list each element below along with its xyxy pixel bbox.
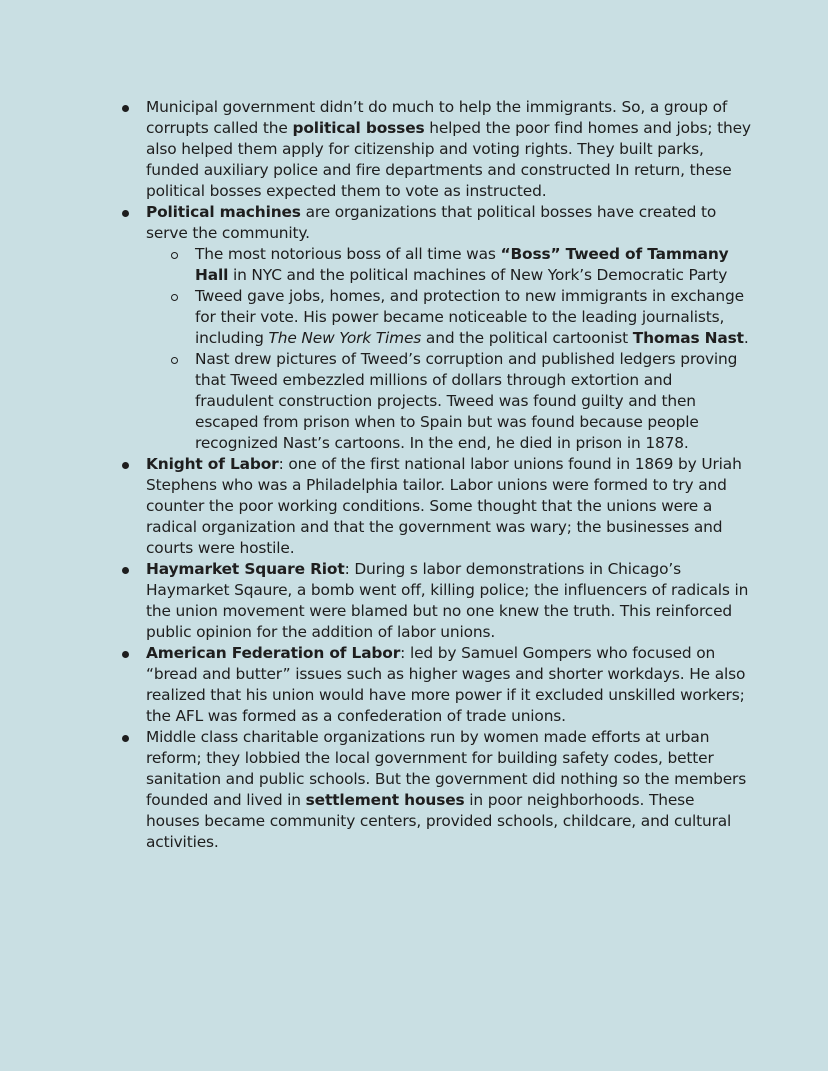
- publication-title: The New York Times: [268, 329, 422, 347]
- bullet-text: : one of the first national labor unions found in 1869 by Uriah Stephens who was a Philadelphia tailor. Labor unions were formed to try and counter the poor working conditions. Some thought that the unions were a radical organization and that the government was wary; the businesses and courts were hostile.: [146, 455, 742, 557]
- bullet-icon: [122, 210, 129, 217]
- bullet-municipal-government: [112, 97, 752, 202]
- hollow-bullet-icon: [171, 294, 178, 301]
- bullet-text: The most notorious boss of all time was: [195, 245, 501, 263]
- bullet-text: Nast drew pictures of Tweed’s corruption and published ledgers proving that Tweed embezzled millions of dollars through extortion and fraudulent construction projects. Tweed was found guilty and then escaped from prison when to Spain but was found because people recognized Nast’s cartoons. In the end, he died in prison in 1878.: [195, 350, 738, 452]
- bullet-text: Tweed gave jobs, homes, and protection to new immigrants in exchange for their vote. His power became noticeable to the leading journalists, including: [195, 287, 744, 347]
- bullet-political-machines: [112, 202, 752, 454]
- bullet-american-federation-of-labor: [112, 643, 752, 727]
- bullet-knight-of-labor: [112, 454, 752, 559]
- bullet-text: helped the poor find homes and jobs; they also helped them apply for citizenship and voting rights. They built parks, funded auxiliary police and fire departments and constructed In return, these political bosses expected them to vote as instructed.: [146, 119, 751, 200]
- bullet-text: : During s labor demonstrations in Chicago’s Haymarket Sqaure, a bomb went off, killing police; the influencers of radicals in the union movement were blamed but no one knew the truth. This reinforced public opinion for the addition of labor unions.: [146, 560, 749, 641]
- notes-content: [112, 97, 752, 853]
- term-american-federation-of-labor: American Federation of Labor: [146, 644, 401, 662]
- bullet-text: are organizations that political bosses have created to serve the community.: [146, 203, 717, 242]
- term-political-bosses: political bosses: [292, 119, 425, 137]
- bullet-haymarket-riot: [112, 559, 752, 643]
- term-boss-tweed: “Boss” Tweed of Tammany Hall: [195, 245, 729, 284]
- term-haymarket-square-riot: Haymarket Square Riot: [146, 560, 345, 578]
- term-political-machines: Political machines: [146, 203, 301, 221]
- bullet-icon: [122, 462, 129, 469]
- bullet-text: .: [743, 329, 749, 347]
- bullet-list: [112, 97, 752, 853]
- bullet-settlement-houses: [112, 727, 752, 853]
- sub-bullet-tweed-jobs: [146, 286, 752, 349]
- sub-bullet-boss-tweed: [146, 244, 752, 286]
- term-knight-of-labor: Knight of Labor: [146, 455, 279, 473]
- bullet-text: and the political cartoonist: [421, 329, 633, 347]
- term-thomas-nast: Thomas Nast: [632, 329, 744, 347]
- bullet-icon: [122, 651, 129, 658]
- bullet-text: Middle class charitable organizations run by women made efforts at urban reform; they lobbied the local government for building safety codes, better sanitation and public schools. But the government did nothing so the members founded and lived in: [146, 728, 747, 809]
- bullet-icon: [122, 735, 129, 742]
- hollow-bullet-icon: [171, 357, 178, 364]
- hollow-bullet-icon: [171, 252, 178, 259]
- term-settlement-houses: settlement houses: [305, 791, 465, 809]
- bullet-text: Municipal government didn’t do much to help the immigrants. So, a group of corrupts called the: [146, 98, 728, 137]
- bullet-icon: [122, 105, 129, 112]
- sub-bullet-nast-cartoons: [146, 349, 752, 454]
- bullet-text: in NYC and the political machines of New York’s Democratic Party: [228, 266, 728, 284]
- bullet-text: in poor neighborhoods. These houses became community centers, provided schools, childcare, and cultural activities.: [146, 791, 732, 851]
- bullet-icon: [122, 567, 129, 574]
- sub-bullet-list: [146, 244, 752, 454]
- bullet-text: : led by Samuel Gompers who focused on “bread and butter” issues such as higher wages and shorter workdays. He also realized that his union would have more power if it excluded unskilled workers; the AFL was formed as a confederation of trade unions.: [146, 644, 746, 725]
